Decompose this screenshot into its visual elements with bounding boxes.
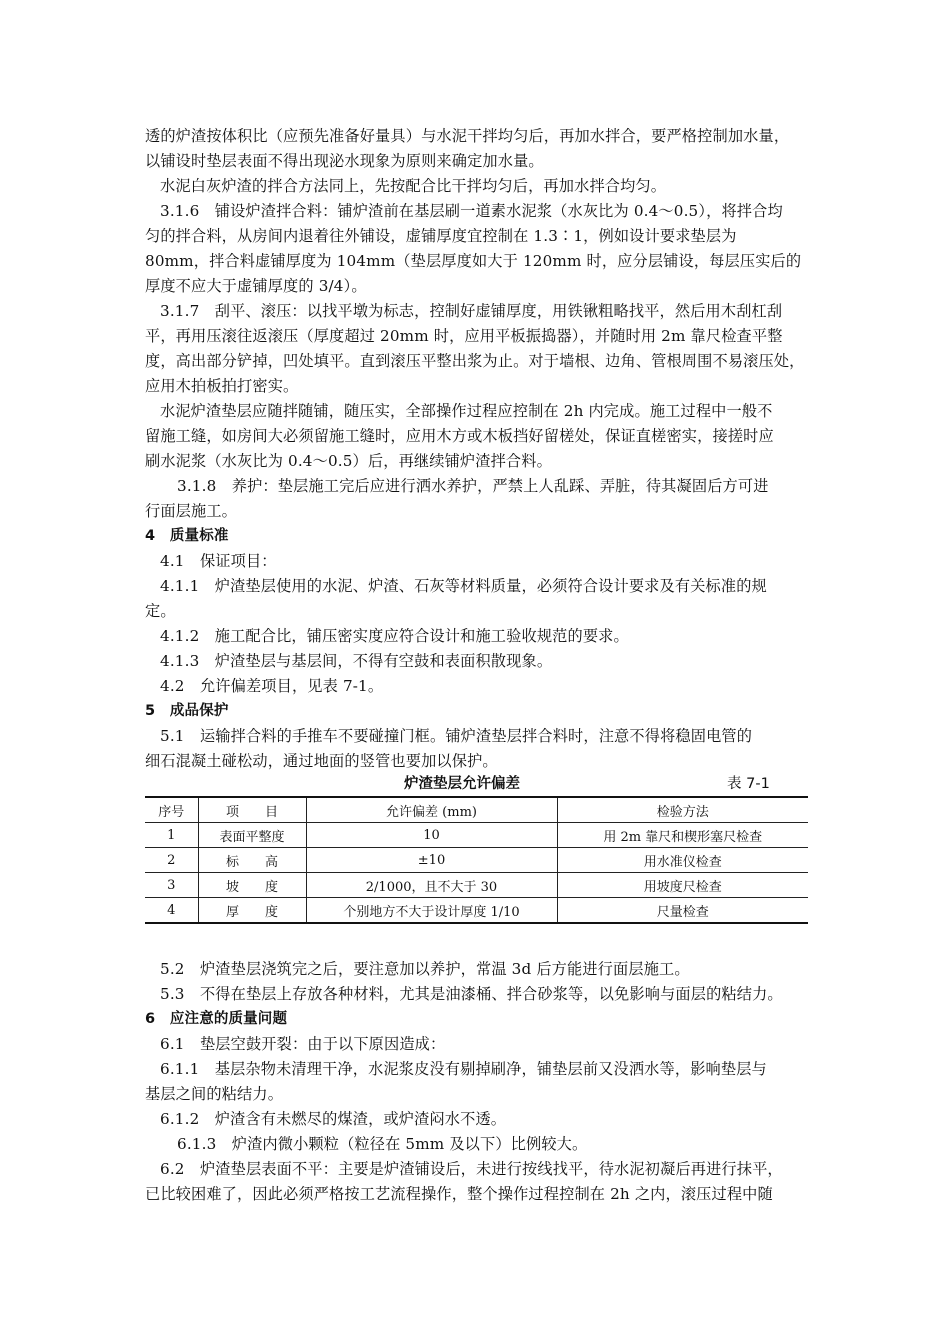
paragraph-line: 刷水泥浆（水灰比为 0.4～0.5）后，再继续铺炉渣拌合料。 <box>145 452 552 470</box>
paragraph-line: 已比较困难了，因此必须严格按工艺流程操作，整个操作过程控制在 2h 之内，滚压过程中随 <box>145 1185 773 1203</box>
table-header-row <box>145 797 808 823</box>
paragraph-line: 基层之间的粘结力。 <box>145 1085 284 1103</box>
clause-5-3: 5.3 不得在垫层上存放各种材料，尤其是油漆桶、拌合砂浆等，以免影响与面层的粘结力。 <box>160 985 783 1003</box>
table-cell: 标 高 <box>198 848 306 873</box>
paragraph-line: 定。 <box>145 602 176 620</box>
clause-6-2: 6.2 炉渣垫层表面不平：主要是炉渣铺设后，未进行按线找平，待水泥初凝后再进行抹平， <box>160 1160 783 1178</box>
clause-6-1-2: 6.1.2 炉渣含有未燃尽的煤渣，或炉渣闷水不透。 <box>160 1110 507 1128</box>
clause-4-1-3: 4.1.3 炉渣垫层与基层间，不得有空鼓和表面积散现象。 <box>160 652 553 670</box>
table-cell: 1 <box>145 823 198 848</box>
table-cell: 尺量检查 <box>557 898 808 924</box>
section-heading-5: 5 成品保护 <box>145 703 229 719</box>
paragraph-line: 透的炉渣按体积比（应预先准备好量具）与水泥干拌均匀后，再加水拌合，要严格控制加水量， <box>145 127 790 145</box>
clause-3-1-8: 3.1.8 养护：垫层施工完后应进行洒水养护，严禁上人乱踩、弄脏，待其凝固后方可进 <box>177 477 769 495</box>
header-cell: 序号 <box>145 797 198 823</box>
paragraph-line: 以铺设时垫层表面不得出现泌水现象为原则来确定加水量。 <box>145 152 544 170</box>
paragraph-line: 水泥炉渣垫层应随拌随铺，随压实，全部操作过程应控制在 2h 内完成。施工过程中一般不 <box>160 402 773 420</box>
table-row <box>145 873 808 898</box>
paragraph-line: 应用木拍板拍打密实。 <box>145 377 299 395</box>
paragraph-line: 度，高出部分铲掉，凹处填平。直到滚压平整出浆为止。对于墙根、边角、管根周围不易滚压处， <box>145 352 805 370</box>
clause-5-1: 5.1 运输拌合料的手推车不要碰撞门框。铺炉渣垫层拌合料时，注意不得将稳固电管的 <box>160 727 753 745</box>
header-cell: 允许偏差 (mm) <box>306 797 557 823</box>
table-cell: 用坡度尺检查 <box>557 873 808 898</box>
header-cell: 项 目 <box>198 797 306 823</box>
paragraph-line: 留施工缝，如房间大必须留施工缝时，应用木方或木板挡好留槎处，保证直槎密实，接搓时应 <box>145 427 774 445</box>
clause-3-1-6: 3.1.6 铺设炉渣拌合料：铺炉渣前在基层刷一道素水泥浆（水灰比为 0.4～0.5），将拌合均 <box>160 202 783 220</box>
table-title: 炉渣垫层允许偏差 <box>404 776 520 792</box>
table-cell: 4 <box>145 898 198 924</box>
table-cell: 坡 度 <box>198 873 306 898</box>
header-cell: 检验方法 <box>557 797 808 823</box>
clause-4-1-1: 4.1.1 炉渣垫层使用的水泥、炉渣、石灰等材料质量，必须符合设计要求及有关标准的规 <box>160 577 767 595</box>
paragraph-line: 水泥白灰炉渣的拌合方法同上，先按配合比干拌均匀后，再加水拌合均匀。 <box>160 177 667 195</box>
table-cell: 2 <box>145 848 198 873</box>
clause-4-2: 4.2 允许偏差项目，见表 7-1。 <box>160 677 384 695</box>
table-number: 表 7-1 <box>727 776 770 792</box>
table-cell: 厚 度 <box>198 898 306 924</box>
clause-3-1-7: 3.1.7 刮平、滚压：以找平墩为标志，控制好虚铺厚度，用铁锹粗略找平，然后用木刮杠刮 <box>160 302 783 320</box>
paragraph-line: 平，再用压滚往返滚压（厚度超过 20mm 时，应用平板振捣器），并随时用 2m 靠尺检查平整 <box>145 327 783 345</box>
table-cell: 表面平整度 <box>198 823 306 848</box>
table-row <box>145 848 808 873</box>
table-cell: 个别地方不大于设计厚度 1/10 <box>306 898 557 924</box>
table-cell: 3 <box>145 873 198 898</box>
clause-6-1-3: 6.1.3 炉渣内微小颗粒（粒径在 5mm 及以下）比例较大。 <box>177 1135 588 1153</box>
table-cell: 10 <box>306 823 557 848</box>
paragraph-line: 匀的拌合料，从房间内退着往外铺设，虚铺厚度宜控制在 1.3∶1，例如设计要求垫层为 <box>145 227 737 245</box>
clause-6-1-1: 6.1.1 基层杂物未清理干净，水泥浆皮没有剔掉刷净，铺垫层前又没洒水等，影响垫层与 <box>160 1060 767 1078</box>
table-cell: 用 2m 靠尺和楔形塞尺检查 <box>557 823 808 848</box>
deviation-table <box>145 796 808 924</box>
table-cell: ±10 <box>306 848 557 873</box>
table-cell: 用水准仪检查 <box>557 848 808 873</box>
section-heading-4: 4 质量标准 <box>145 528 229 544</box>
section-heading-6: 6 应注意的质量问题 <box>145 1011 288 1027</box>
clause-4-1: 4.1 保证项目： <box>160 552 277 570</box>
table-row <box>145 823 808 848</box>
clause-4-1-2: 4.1.2 施工配合比，铺压密实度应符合设计和施工验收规范的要求。 <box>160 627 629 645</box>
table-row <box>145 898 808 924</box>
paragraph-line: 80mm，拌合料虚铺厚度为 104mm（垫层厚度如大于 120mm 时，应分层铺设，每层压实后的 <box>145 252 802 270</box>
paragraph-line: 行面层施工。 <box>145 502 238 520</box>
paragraph-line: 细石混凝土碰松动，通过地面的竖管也要加以保护。 <box>145 752 498 770</box>
table-cell: 2/1000，且不大于 30 <box>306 873 557 898</box>
paragraph-line: 厚度不应大于虚铺厚度的 3/4）。 <box>145 277 367 295</box>
clause-5-2: 5.2 炉渣垫层浇筑完之后，要注意加以养护，常温 3d 后方能进行面层施工。 <box>160 960 690 978</box>
clause-6-1: 6.1 垫层空鼓开裂：由于以下原因造成： <box>160 1035 446 1053</box>
